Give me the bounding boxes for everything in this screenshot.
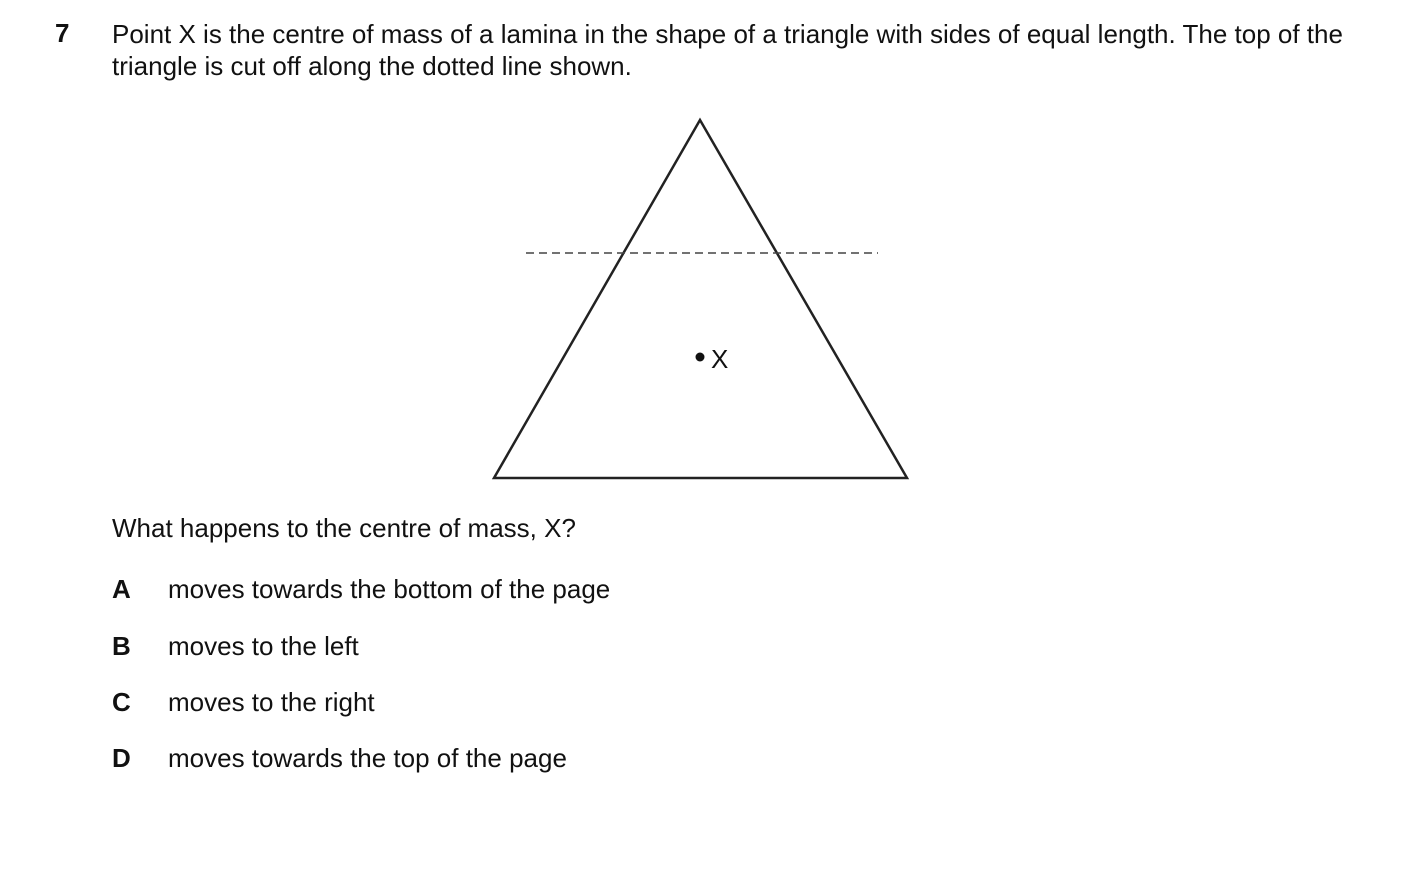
- question-stem: Point X is the centre of mass of a lamina in the shape of a triangle with sides of equal length. The top of the triangle is cut off along the dotted line shown.: [112, 19, 1343, 81]
- option-text: moves to the left: [168, 631, 359, 661]
- option-letter: A: [112, 574, 131, 604]
- option-letter: B: [112, 631, 131, 661]
- question-prompt: What happens to the centre of mass, X?: [112, 513, 576, 543]
- centre-of-mass-label: X: [711, 344, 729, 374]
- centre-of-mass-dot: [696, 353, 705, 362]
- equilateral-triangle: [494, 120, 907, 478]
- option-letter: C: [112, 687, 131, 717]
- option-letter: D: [112, 743, 131, 773]
- option-text: moves towards the top of the page: [168, 743, 567, 773]
- option-text: moves towards the bottom of the page: [168, 574, 611, 604]
- option-text: moves to the right: [168, 687, 375, 717]
- question-number: 7: [55, 18, 70, 48]
